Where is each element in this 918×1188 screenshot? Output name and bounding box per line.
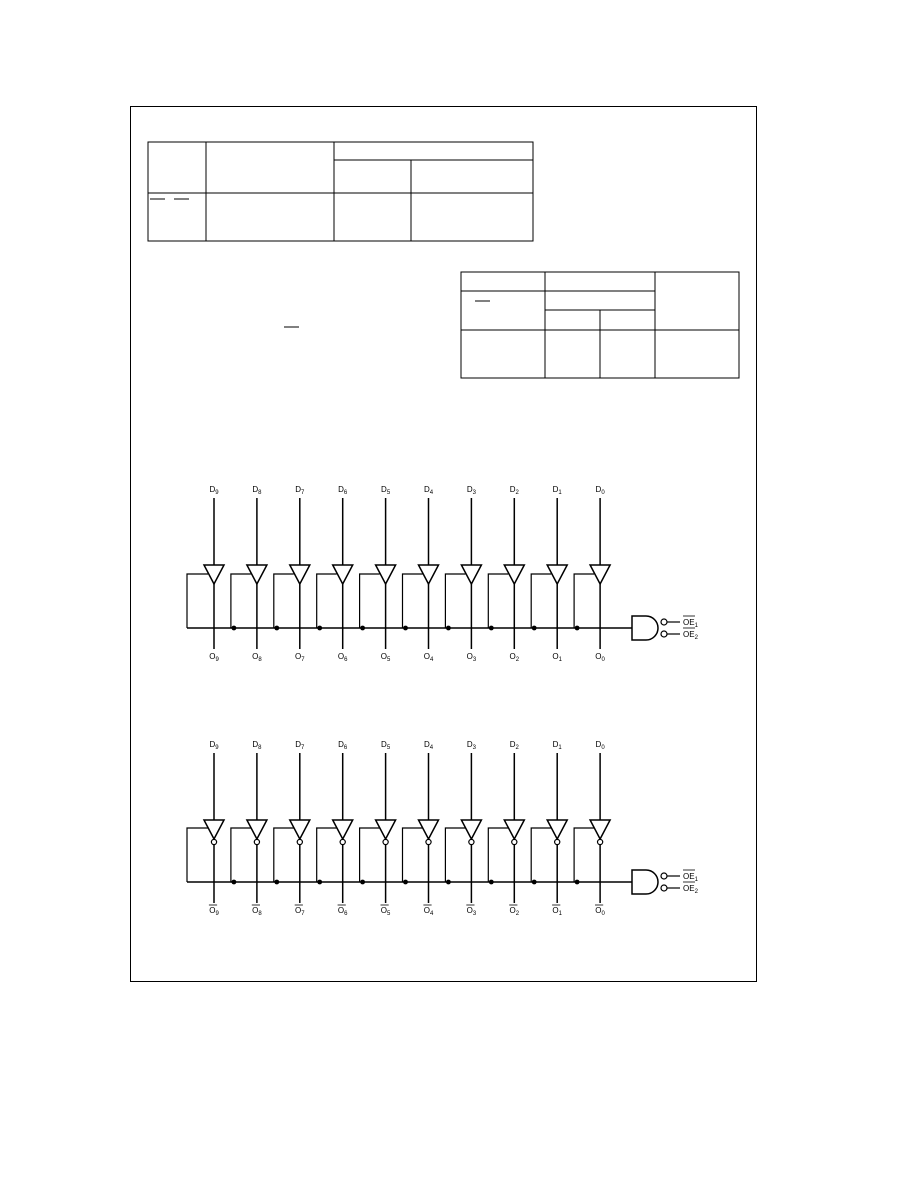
inversion-bubble	[598, 839, 603, 844]
junction-dot	[360, 626, 365, 631]
junction-dot	[575, 880, 580, 885]
junction-dot	[360, 880, 365, 885]
enable-label-oe1: $OE_1$	[683, 872, 698, 883]
inversion-bubble	[555, 839, 560, 844]
enable-tap	[531, 828, 551, 882]
input-label-d9: $D_9$	[209, 740, 219, 751]
junction-dot	[317, 626, 322, 631]
output-label-o4: $O_4$	[423, 652, 434, 663]
output-label-o8: $O_8$	[252, 906, 262, 917]
enable-tap	[445, 574, 465, 628]
junction-dot	[232, 626, 237, 631]
input-label-d0: $D_0$	[595, 740, 605, 751]
junction-dot	[403, 626, 408, 631]
logic-diagram-inverting	[187, 740, 699, 917]
output-label-o2: $O_2$	[509, 652, 520, 663]
junction-dot	[446, 880, 451, 885]
enable-tap	[403, 828, 423, 882]
enable-tap	[231, 828, 251, 882]
input-label-d8: $D_8$	[252, 485, 262, 496]
output-label-o3: $O_3$	[466, 906, 477, 917]
output-label-o1: $O_1$	[552, 906, 562, 917]
inversion-bubble	[426, 839, 431, 844]
junction-dot	[274, 880, 279, 885]
inverter-symbol	[333, 820, 353, 839]
inverter-symbol	[461, 820, 481, 839]
input-label-d7: $D_7$	[295, 740, 305, 751]
inversion-bubble	[297, 839, 302, 844]
inverter-symbol	[504, 820, 524, 839]
inversion-bubble	[340, 839, 345, 844]
output-label-o5: $O_5$	[380, 652, 391, 663]
enable-tap	[488, 828, 508, 882]
input-label-d2: $D_2$	[509, 485, 519, 496]
enable-tap	[360, 828, 380, 882]
inverter-symbol	[290, 820, 310, 839]
enable-tap	[360, 574, 380, 628]
enable-bubble	[661, 619, 667, 625]
input-label-d9: $D_9$	[209, 485, 219, 496]
output-label-o0: $O_0$	[595, 652, 605, 663]
input-label-d1: $D_1$	[552, 485, 562, 496]
inversion-bubble	[512, 839, 517, 844]
enable-bubble	[661, 885, 667, 891]
inversion-bubble	[383, 839, 388, 844]
output-label-o8: $O_8$	[252, 652, 262, 663]
and-gate	[632, 870, 658, 894]
junction-dot	[489, 626, 494, 631]
enable-tap	[403, 574, 423, 628]
input-label-d6: $D_6$	[338, 740, 348, 751]
inverter-symbol	[590, 820, 610, 839]
enable-tap	[488, 574, 508, 628]
junction-dot	[532, 626, 537, 631]
output-label-o4: $O_4$	[423, 906, 434, 917]
output-label-o5: $O_5$	[380, 906, 391, 917]
enable-tap	[274, 828, 294, 882]
upper-table	[148, 142, 533, 241]
junction-dot	[232, 880, 237, 885]
enable-label-oe1: $OE_1$	[683, 618, 698, 629]
input-label-d1: $D_1$	[552, 740, 562, 751]
inversion-bubble	[254, 839, 259, 844]
junction-dot	[317, 880, 322, 885]
enable-bubble	[661, 873, 667, 879]
enable-tap	[187, 574, 208, 628]
enable-tap	[231, 574, 251, 628]
enable-tap	[574, 574, 594, 628]
input-label-d2: $D_2$	[509, 740, 519, 751]
output-label-o3: $O_3$	[466, 652, 477, 663]
output-label-o1: $O_1$	[552, 652, 562, 663]
inversion-bubble	[211, 839, 216, 844]
input-label-d8: $D_8$	[252, 740, 262, 751]
inverter-symbol	[247, 820, 267, 839]
function-table	[461, 272, 739, 378]
input-label-d3: $D_3$	[466, 485, 476, 496]
enable-tap	[317, 574, 337, 628]
enable-bubble	[661, 631, 667, 637]
input-label-d4: $D_4$	[423, 740, 434, 751]
output-label-o2: $O_2$	[509, 906, 520, 917]
inverter-symbol	[419, 820, 439, 839]
enable-tap	[274, 574, 294, 628]
input-label-d0: $D_0$	[595, 485, 605, 496]
input-label-d6: $D_6$	[338, 485, 348, 496]
inverter-symbol	[547, 820, 567, 839]
junction-dot	[532, 880, 537, 885]
output-label-o6: $O_6$	[337, 906, 348, 917]
output-label-o0: $O_0$	[595, 906, 605, 917]
logic-diagram-non-inverting	[187, 485, 699, 663]
inverter-symbol	[376, 820, 396, 839]
junction-dot	[403, 880, 408, 885]
enable-label-oe2: $OE_2$	[683, 630, 698, 641]
enable-tap	[531, 574, 551, 628]
junction-dot	[489, 880, 494, 885]
enable-tap	[445, 828, 465, 882]
output-label-o6: $O_6$	[337, 652, 348, 663]
input-label-d7: $D_7$	[295, 485, 305, 496]
junction-dot	[274, 626, 279, 631]
input-label-d5: $D_5$	[381, 740, 391, 751]
output-label-o7: $O_7$	[295, 906, 305, 917]
junction-dot	[446, 626, 451, 631]
enable-tap	[574, 828, 594, 882]
junction-dot	[575, 626, 580, 631]
input-label-d3: $D_3$	[466, 740, 476, 751]
output-label-o7: $O_7$	[295, 652, 305, 663]
and-gate	[632, 616, 658, 640]
enable-tap	[317, 828, 337, 882]
output-label-o9: $O_9$	[209, 652, 219, 663]
output-label-o9: $O_9$	[209, 906, 219, 917]
input-label-d5: $D_5$	[381, 485, 391, 496]
enable-label-oe2: $OE_2$	[683, 884, 698, 895]
inversion-bubble	[469, 839, 474, 844]
enable-tap	[187, 828, 208, 882]
input-label-d4: $D_4$	[423, 485, 434, 496]
inverter-symbol	[204, 820, 224, 839]
